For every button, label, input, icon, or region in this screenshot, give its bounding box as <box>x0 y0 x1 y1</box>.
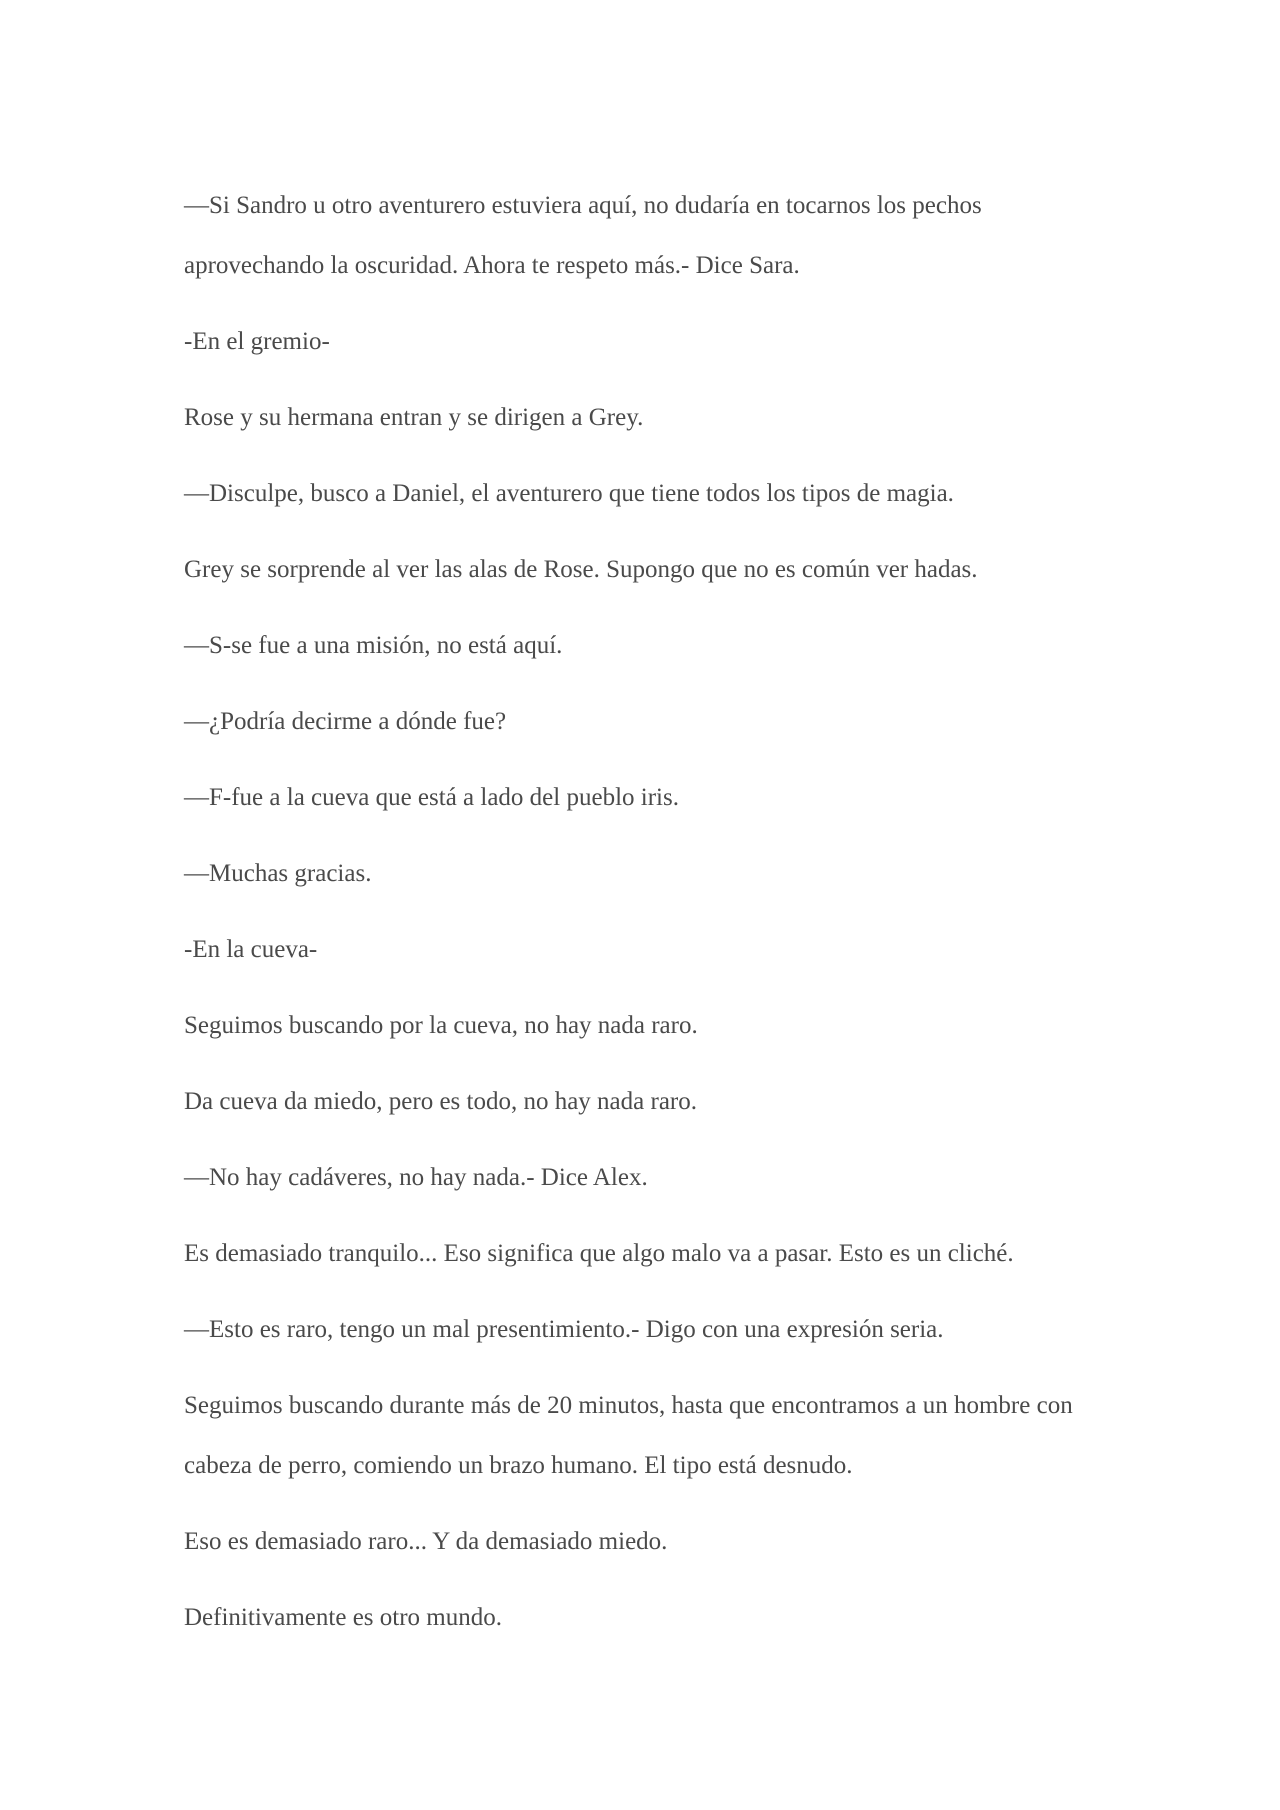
paragraph: Grey se sorprende al ver las alas de Rose. Supongo que no es común ver hadas. <box>184 556 978 583</box>
paragraph: Definitivamente es otro mundo. <box>184 1604 502 1631</box>
scene-heading: -En el gremio- <box>184 328 330 355</box>
scene-heading: -En la cueva- <box>184 936 318 963</box>
paragraph: Seguimos buscando por la cueva, no hay nada raro. <box>184 1012 698 1039</box>
dialogue-line: —Esto es raro, tengo un mal presentimiento.- Digo con una expresión seria. <box>184 1316 944 1343</box>
dialogue-line: —S-se fue a una misión, no está aquí. <box>184 632 563 659</box>
dialogue-line: —No hay cadáveres, no hay nada.- Dice Alex. <box>184 1164 648 1191</box>
dialogue-line: —Disculpe, busco a Daniel, el aventurero que tiene todos los tipos de magia. <box>184 480 954 507</box>
document-body <box>184 176 1104 1664</box>
paragraph: Eso es demasiado raro... Y da demasiado miedo. <box>184 1528 668 1555</box>
dialogue-line: —Muchas gracias. <box>184 860 372 887</box>
paragraph: —Si Sandro u otro aventurero estuviera aquí, no dudaría en tocarnos los pechos aprovechando la oscuridad. Ahora te respeto más.- Dice Sara. <box>184 192 982 279</box>
paragraph: Rose y su hermana entran y se dirigen a Grey. <box>184 404 644 431</box>
dialogue-line: —¿Podría decirme a dónde fue? <box>184 708 507 735</box>
paragraph: Es demasiado tranquilo... Eso significa que algo malo va a pasar. Esto es un cliché. <box>184 1240 1014 1267</box>
paragraph: Da cueva da miedo, pero es todo, no hay nada raro. <box>184 1088 698 1115</box>
paragraph: Seguimos buscando durante más de 20 minutos, hasta que encontramos a un hombre con cabeza de perro, comiendo un brazo humano. El tipo está desnudo. <box>184 1392 1073 1479</box>
dialogue-line: —F-fue a la cueva que está a lado del pueblo iris. <box>184 784 679 811</box>
